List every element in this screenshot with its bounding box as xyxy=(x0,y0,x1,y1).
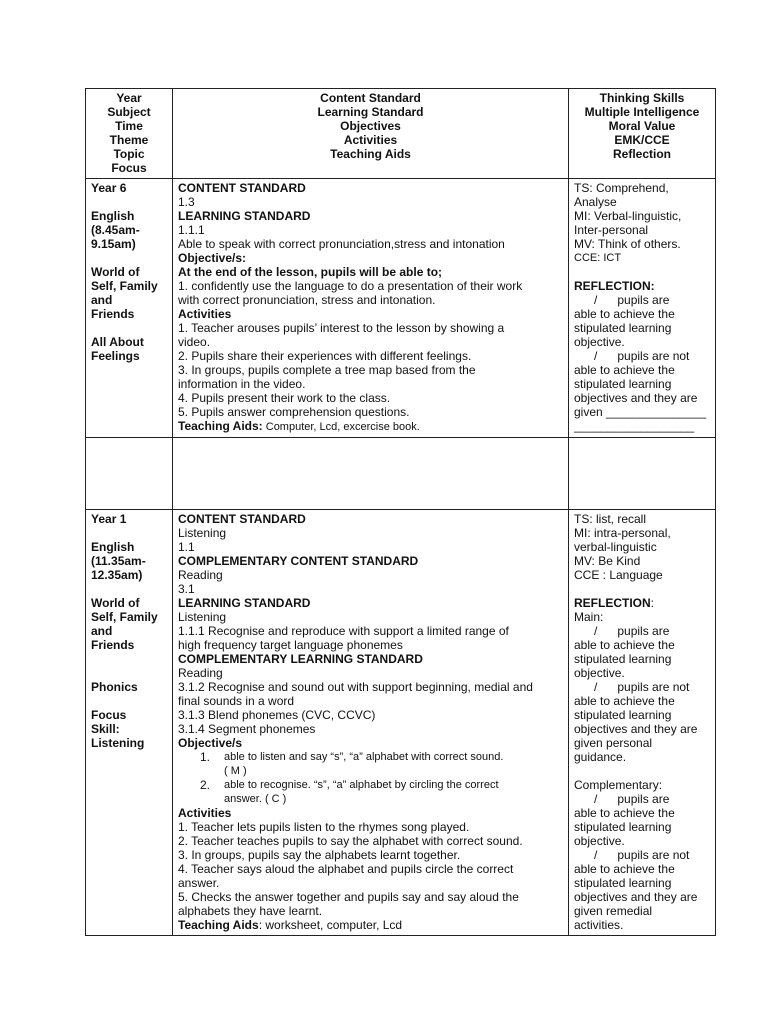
theme-text: and xyxy=(91,293,113,307)
reflection-text: objectives and they are xyxy=(574,890,698,904)
header-row xyxy=(86,89,716,179)
header-label: EMK/CCE xyxy=(614,133,670,147)
teaching-aids xyxy=(178,918,563,932)
cce-value: CCE : Language xyxy=(574,568,663,582)
reflection-text: able to achieve the xyxy=(574,694,675,708)
objectives-label: Objective/s: xyxy=(178,251,247,265)
lesson-skills-cell xyxy=(569,179,716,438)
objective-item: with correct pronunciation, stress and intonation. xyxy=(178,293,436,307)
reflection-colon: : xyxy=(650,596,655,610)
reflection-text: able to achieve the xyxy=(574,806,675,820)
complementary-content-standard-value: 3.1 xyxy=(178,582,195,596)
activities-label: Activities xyxy=(178,806,232,820)
focus-text: Skill: xyxy=(91,722,120,736)
reflection-label: REFLECTION xyxy=(574,596,651,610)
objectives-label: Objective/s xyxy=(178,736,243,750)
header-label: Objectives xyxy=(340,119,401,133)
thinking-skills: Analyse xyxy=(574,195,617,209)
teaching-aids xyxy=(178,419,563,434)
theme-text: World of xyxy=(91,265,140,279)
reflection-text: objective. xyxy=(574,335,625,349)
reflection-text: stipulated learning xyxy=(574,321,672,335)
reflection-text: objectives and they are xyxy=(574,722,698,736)
activity-item: 4. Pupils present their work to the class. xyxy=(178,391,391,405)
reflection-text: able to achieve the xyxy=(574,307,675,321)
lesson-info-cell xyxy=(86,179,173,438)
learning-standard-value: 1.1.1 Recognise and reproduce with support a limited range of xyxy=(178,624,509,638)
objective-item xyxy=(178,778,563,806)
reflection-text: given personal xyxy=(574,736,653,750)
blank-row xyxy=(86,438,716,510)
reflection-text: / pupils are xyxy=(574,792,670,806)
header-label: Focus xyxy=(111,161,147,175)
complementary-learning-standard-value: final sounds in a word xyxy=(178,694,295,708)
header-cell-year xyxy=(86,89,173,179)
year-text: Year 1 xyxy=(91,512,127,526)
activity-item: 4. Teacher says aloud the alphabet and pupils circle the correct xyxy=(178,862,514,876)
theme-text: Friends xyxy=(91,307,135,321)
complementary-learning-standard-value: 3.1.3 Blend phonemes (CVC, CCVC) xyxy=(178,708,376,722)
complementary-learning-standard-label: COMPLEMENTARY LEARNING STANDARD xyxy=(178,652,423,666)
theme-text: Self, Family xyxy=(91,279,158,293)
objective-item xyxy=(178,750,563,778)
reflection-text: given _______________ xyxy=(574,405,707,419)
header-label: Activities xyxy=(343,133,398,147)
activity-item: 5. Pupils answer comprehension questions. xyxy=(178,405,410,419)
lesson-content-cell xyxy=(173,510,569,936)
header-label: Teaching Aids xyxy=(330,147,411,161)
activity-item: 2. Pupils share their experiences with different feelings. xyxy=(178,349,472,363)
content-standard-value: 1.3 xyxy=(178,195,195,209)
activity-item: video. xyxy=(178,335,211,349)
header-label: Topic xyxy=(113,147,145,161)
teaching-aids-label: Teaching Aids: xyxy=(178,419,263,433)
objective-number: 2. xyxy=(200,778,211,792)
time-text: 12.35am) xyxy=(91,568,143,582)
complementary-learning-standard-value: 3.1.4 Segment phonemes xyxy=(178,722,316,736)
theme-text: Friends xyxy=(91,638,135,652)
theme-text: Self, Family xyxy=(91,610,158,624)
activities-label: Activities xyxy=(178,307,232,321)
reflection-text: / pupils are not xyxy=(574,349,690,363)
objective-text: ( M ) xyxy=(224,765,247,777)
lesson-info-cell xyxy=(86,510,173,936)
content-standard-value: Listening xyxy=(178,526,227,540)
lesson-row-year6 xyxy=(86,179,716,438)
focus-text: Focus xyxy=(91,708,127,722)
lesson-content-cell xyxy=(173,179,569,438)
time-text: (11.35am- xyxy=(91,554,146,568)
reflection-text: / pupils are not xyxy=(574,680,690,694)
reflection-text: / pupils are xyxy=(574,624,670,638)
reflection-heading xyxy=(574,596,710,610)
theme-text: World of xyxy=(91,596,140,610)
activity-item: 3. In groups, pupils complete a tree map based from the xyxy=(178,363,476,377)
header-label: Time xyxy=(115,119,143,133)
blank-cell xyxy=(86,438,173,510)
objective-text: answer. ( C ) xyxy=(224,793,287,805)
thinking-skills: TS: Comprehend, xyxy=(574,181,669,195)
objective-item: 1. confidently use the language to do a presentation of their work xyxy=(178,279,523,293)
teaching-aids-label: Teaching Aids xyxy=(178,918,259,932)
theme-text: and xyxy=(91,624,113,638)
learning-standard-value: 1.1.1 xyxy=(178,223,205,237)
multiple-intelligence: MI: intra-personal, xyxy=(574,526,671,540)
teaching-aids-value: : worksheet, computer, Lcd xyxy=(258,918,403,932)
moral-value: MV: Think of others. xyxy=(574,237,681,251)
activity-item: answer. xyxy=(178,876,220,890)
header-label: Year xyxy=(116,91,142,105)
topic-text: All About xyxy=(91,335,144,349)
activity-item: 1. Teacher arouses pupils’ interest to the lesson by showing a xyxy=(178,321,505,335)
multiple-intelligence: verbal-linguistic xyxy=(574,540,657,554)
year-text: Year 6 xyxy=(91,181,127,195)
header-label: Thinking Skills xyxy=(599,91,685,105)
main-label: Main: xyxy=(574,610,604,624)
reflection-text: / pupils are xyxy=(574,293,670,307)
objective-number: 1. xyxy=(200,750,211,764)
reflection-text: stipulated learning xyxy=(574,876,672,890)
subject-text: English xyxy=(91,209,135,223)
learning-standard-value: Listening xyxy=(178,610,227,624)
activity-item: 1. Teacher lets pupils listen to the rhymes song played. xyxy=(178,820,470,834)
time-text: 9.15am) xyxy=(91,237,136,251)
reflection-text: guidance. xyxy=(574,750,627,764)
objectives-intro: At the end of the lesson, pupils will be able to; xyxy=(178,265,443,279)
header-label: Moral Value xyxy=(608,119,676,133)
cce-value: CCE: ICT xyxy=(574,252,622,264)
multiple-intelligence: MI: Verbal-linguistic, xyxy=(574,209,682,223)
blank-cell xyxy=(569,438,716,510)
reflection-label: REFLECTION: xyxy=(574,279,655,293)
content-standard-label: CONTENT STANDARD xyxy=(178,512,306,526)
learning-standard-label: LEARNING STANDARD xyxy=(178,596,311,610)
activity-item: 3. In groups, pupils say the alphabets learnt together. xyxy=(178,848,461,862)
header-label: Theme xyxy=(109,133,149,147)
reflection-text: / pupils are not xyxy=(574,848,690,862)
reflection-text: __________________ xyxy=(574,419,695,433)
activity-item: 5. Checks the answer together and pupils say and say aloud the xyxy=(178,890,519,904)
complementary-content-standard-value: Reading xyxy=(178,568,223,582)
reflection-text: objective. xyxy=(574,834,625,848)
reflection-text: objectives and they are xyxy=(574,391,698,405)
activity-item: alphabets they have learnt. xyxy=(178,904,323,918)
header-cell-skills xyxy=(569,89,716,179)
header-label: Reflection xyxy=(612,147,671,161)
objective-text: able to listen and say “s”, “a” alphabet with correct sound. xyxy=(224,751,504,763)
reflection-text: able to achieve the xyxy=(574,638,675,652)
reflection-text: stipulated learning xyxy=(574,708,672,722)
subject-text: English xyxy=(91,540,135,554)
multiple-intelligence: Inter-personal xyxy=(574,223,649,237)
header-label: Subject xyxy=(107,105,151,119)
header-label: Content Standard xyxy=(320,91,421,105)
activity-item: 2. Teacher teaches pupils to say the alphabet with correct sound. xyxy=(178,834,523,848)
learning-standard-value: high frequency target language phonemes xyxy=(178,638,403,652)
time-text: (8.45am- xyxy=(91,223,140,237)
focus-text: Listening xyxy=(91,736,145,750)
learning-standard-desc: Able to speak with correct pronunciation,stress and intonation xyxy=(178,237,505,251)
learning-standard-label: LEARNING STANDARD xyxy=(178,209,311,223)
header-cell-standards xyxy=(173,89,569,179)
teaching-aids-value: Computer, Lcd, excercise book. xyxy=(262,421,420,433)
header-label: Multiple Intelligence xyxy=(584,105,700,119)
topic-text: Phonics xyxy=(91,680,138,694)
complementary-label: Complementary: xyxy=(574,778,663,792)
complementary-learning-standard-value: Reading xyxy=(178,666,223,680)
activity-item: information in the video. xyxy=(178,377,306,391)
reflection-text: activities. xyxy=(574,918,624,932)
reflection-text: able to achieve the xyxy=(574,862,675,876)
reflection-text: stipulated learning xyxy=(574,652,672,666)
reflection-text: able to achieve the xyxy=(574,363,675,377)
content-standard-value: 1.1 xyxy=(178,540,195,554)
complementary-learning-standard-value: 3.1.2 Recognise and sound out with support beginning, medial and xyxy=(178,680,533,694)
thinking-skills: TS: list, recall xyxy=(574,512,647,526)
objective-text: able to recognise. “s”, “a” alphabet by circling the correct xyxy=(224,779,499,791)
reflection-text: given remedial xyxy=(574,904,653,918)
content-standard-label: CONTENT STANDARD xyxy=(178,181,306,195)
lesson-skills-cell xyxy=(569,510,716,936)
lesson-plan-table xyxy=(85,88,716,936)
header-label: Learning Standard xyxy=(317,105,424,119)
reflection-text: stipulated learning xyxy=(574,820,672,834)
reflection-text: stipulated learning xyxy=(574,377,672,391)
complementary-content-standard-label: COMPLEMENTARY CONTENT STANDARD xyxy=(178,554,419,568)
blank-cell xyxy=(173,438,569,510)
moral-value: MV: Be Kind xyxy=(574,554,641,568)
reflection-text: objective. xyxy=(574,666,625,680)
lesson-row-year1 xyxy=(86,510,716,936)
topic-text: Feelings xyxy=(91,349,140,363)
